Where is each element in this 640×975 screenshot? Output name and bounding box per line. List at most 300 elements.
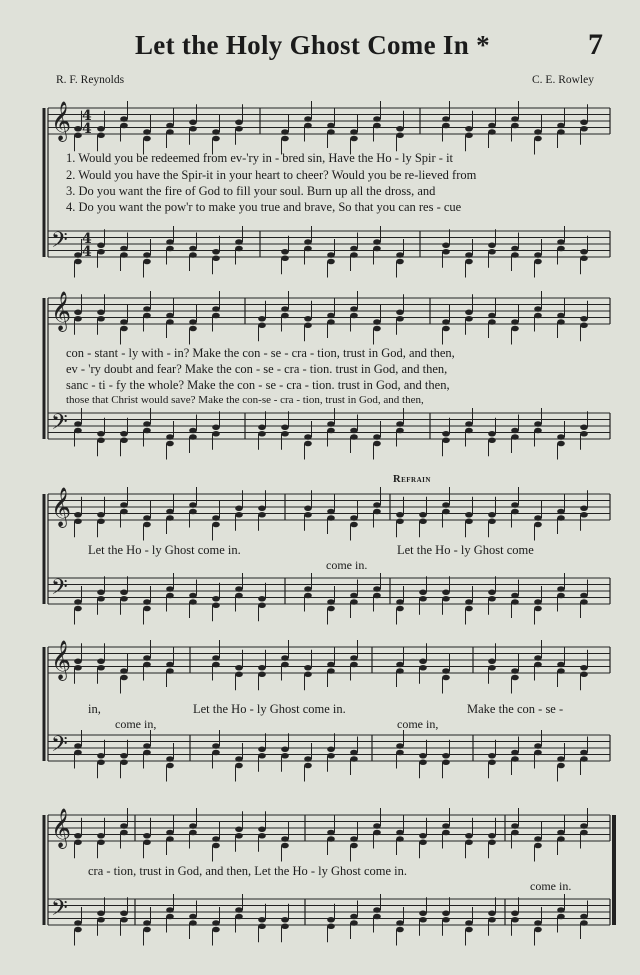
note-head [97, 665, 105, 671]
note-head [143, 743, 151, 749]
note-head [534, 920, 542, 926]
note-head [396, 316, 404, 322]
note-head [189, 593, 197, 599]
note-head [557, 129, 565, 135]
note-head [97, 126, 105, 132]
note-head [120, 596, 128, 602]
note-head [258, 512, 266, 518]
note-head [373, 246, 381, 252]
note-head [419, 839, 427, 845]
note-head [488, 759, 496, 765]
note-head [143, 606, 151, 612]
note-head [327, 917, 335, 923]
note-head [327, 252, 335, 258]
note-head [212, 249, 220, 255]
note-head [488, 910, 496, 916]
note-head [511, 502, 519, 508]
note-head [465, 309, 473, 315]
note-head [120, 675, 128, 681]
note-head [235, 763, 243, 769]
note-head [166, 319, 174, 325]
note-head [419, 753, 427, 759]
note-head [304, 246, 312, 252]
note-head [189, 914, 197, 920]
note-head [74, 518, 82, 524]
note-head [350, 515, 358, 521]
note-head [442, 910, 450, 916]
note-head [373, 907, 381, 913]
note-head [396, 750, 404, 756]
note-head [580, 119, 588, 125]
note-head [396, 252, 404, 258]
note-head [350, 252, 358, 258]
note-head [304, 441, 312, 447]
music-system-4 [0, 635, 640, 805]
note-head [534, 655, 542, 661]
note-head [419, 759, 427, 765]
note-head [557, 593, 565, 599]
note-head [74, 259, 82, 265]
note-head [212, 424, 220, 430]
note-head [212, 655, 220, 661]
note-head [488, 242, 496, 248]
note-head [350, 136, 358, 142]
note-head [212, 743, 220, 749]
echo-cue-1: come in, [115, 717, 157, 731]
note-head [442, 326, 450, 332]
note-head [327, 830, 335, 836]
note-head [143, 839, 151, 845]
note-head [189, 246, 197, 252]
note-head [465, 927, 473, 933]
note-head [396, 830, 404, 836]
note-head [97, 589, 105, 595]
note-head [120, 589, 128, 595]
note-head [120, 319, 128, 325]
note-head [465, 512, 473, 518]
note-head [373, 823, 381, 829]
note-head [580, 255, 588, 261]
time-signature-upper-top: 4 [82, 108, 92, 124]
note-head [258, 746, 266, 752]
note-head [143, 252, 151, 258]
note-head [166, 836, 174, 842]
note-head [350, 246, 358, 252]
verse-1-line: con - stant - ly with - in? Make the con - se - cra - tion, trust in God, and then, [66, 346, 455, 360]
note-head [511, 246, 519, 252]
note-head [534, 421, 542, 427]
note-head [557, 509, 565, 515]
note-head [396, 309, 404, 315]
note-head [212, 431, 220, 437]
note-head [488, 518, 496, 524]
note-head [534, 306, 542, 312]
note-head [235, 512, 243, 518]
note-head [557, 914, 565, 920]
note-head [235, 126, 243, 132]
note-head [373, 586, 381, 592]
note-head [327, 319, 335, 325]
note-head [442, 596, 450, 602]
note-head [281, 662, 289, 668]
note-head [166, 668, 174, 674]
note-head [235, 907, 243, 913]
note-head [235, 826, 243, 832]
note-head [442, 116, 450, 122]
note-head [396, 606, 404, 612]
note-head [97, 753, 105, 759]
note-head [396, 927, 404, 933]
note-head [74, 428, 82, 434]
note-head [97, 249, 105, 255]
note-head [511, 917, 519, 923]
note-head [97, 316, 105, 322]
note-head [442, 675, 450, 681]
note-head [327, 421, 335, 427]
note-head [327, 313, 335, 319]
note-head [557, 239, 565, 245]
note-head [258, 596, 266, 602]
grand-staff-4 [0, 635, 640, 805]
note-head [166, 586, 174, 592]
note-head [258, 316, 266, 322]
note-head [557, 830, 565, 836]
note-head [281, 655, 289, 661]
note-head [281, 249, 289, 255]
note-head [166, 907, 174, 913]
echo-cue: come in. [326, 558, 368, 572]
note-head [258, 665, 266, 671]
refrain-line-b: Let the Ho - ly Ghost come [397, 543, 534, 557]
note-head [488, 589, 496, 595]
note-head [143, 833, 151, 839]
note-head [580, 512, 588, 518]
note-head [511, 756, 519, 762]
note-head [442, 823, 450, 829]
note-head [120, 116, 128, 122]
treble-clef-icon: 𝄞 [51, 101, 72, 141]
bass-clef-icon: 𝄢 [51, 228, 68, 258]
note-head [373, 326, 381, 332]
note-head [327, 668, 335, 674]
verse-4-line: 4. Do you want the pow'r to make you true and brave, So that you can res - cue [66, 200, 462, 214]
note-head [488, 313, 496, 319]
note-head [189, 823, 197, 829]
hymn-header [0, 0, 640, 95]
note-head [166, 441, 174, 447]
note-head [327, 606, 335, 612]
note-head [442, 917, 450, 923]
note-head [189, 509, 197, 515]
note-head [74, 606, 82, 612]
note-head [396, 259, 404, 265]
note-head [143, 421, 151, 427]
note-head [235, 671, 243, 677]
verse-4-line: those that Christ would save? Make the con-se - cra - tion, trust in God, and then, [66, 394, 424, 406]
note-head [258, 826, 266, 832]
note-head [97, 309, 105, 315]
refrain-line: cra - tion, trust in God, and then, Let the Ho - ly Ghost come in. [88, 864, 408, 878]
note-head [557, 319, 565, 325]
refrain-line-c: Make the con - se - [467, 702, 564, 716]
note-head [465, 920, 473, 926]
note-head [580, 431, 588, 437]
note-head [327, 599, 335, 605]
note-head [419, 518, 427, 524]
note-head [534, 662, 542, 668]
note-head [212, 522, 220, 528]
note-head [534, 743, 542, 749]
note-head [189, 502, 197, 508]
note-head [97, 833, 105, 839]
note-head [373, 239, 381, 245]
note-head [235, 505, 243, 511]
note-head [120, 246, 128, 252]
bass-clef-icon: 𝄢 [51, 575, 68, 605]
note-head [534, 252, 542, 258]
note-head [235, 833, 243, 839]
note-head [74, 421, 82, 427]
note-head [511, 593, 519, 599]
note-head [534, 599, 542, 605]
note-head [74, 132, 82, 138]
note-head [143, 662, 151, 668]
note-head [166, 756, 174, 762]
note-head [442, 437, 450, 443]
note-head [97, 839, 105, 845]
note-head [120, 910, 128, 916]
note-head [143, 599, 151, 605]
refrain-line-a: Let the Ho - ly Ghost come in. [88, 543, 241, 557]
note-head [212, 313, 220, 319]
note-head [580, 671, 588, 677]
note-head [350, 836, 358, 842]
note-head [235, 914, 243, 920]
note-head [580, 599, 588, 605]
note-head [327, 746, 335, 752]
note-head [189, 434, 197, 440]
note-head [212, 255, 220, 261]
note-head [74, 126, 82, 132]
note-head [143, 428, 151, 434]
note-head [120, 668, 128, 674]
note-head [97, 759, 105, 765]
note-head [304, 116, 312, 122]
note-head [281, 923, 289, 929]
note-head [327, 923, 335, 929]
note-head [327, 753, 335, 759]
note-head [442, 830, 450, 836]
verse-2-line: 2. Would you have the Spir-it in your heart to cheer? Would you be re-lieved from [66, 168, 477, 182]
note-head [465, 428, 473, 434]
note-head [258, 431, 266, 437]
note-head [120, 252, 128, 258]
note-head [442, 668, 450, 674]
note-head [396, 920, 404, 926]
note-head [212, 602, 220, 608]
note-head [166, 246, 174, 252]
note-head [465, 518, 473, 524]
note-head [97, 242, 105, 248]
treble-clef-icon: 𝄞 [51, 487, 72, 527]
note-head [166, 593, 174, 599]
note-head [235, 593, 243, 599]
note-head [557, 123, 565, 129]
note-head [212, 750, 220, 756]
note-head [442, 431, 450, 437]
note-head [281, 753, 289, 759]
note-head [258, 753, 266, 759]
note-head [488, 123, 496, 129]
note-head [488, 249, 496, 255]
note-head [396, 512, 404, 518]
note-head [258, 505, 266, 511]
note-head [488, 319, 496, 325]
note-head [488, 512, 496, 518]
note-head [212, 596, 220, 602]
note-head [74, 927, 82, 933]
hymn-title: Let the Holy Ghost Come In * [135, 30, 490, 60]
note-head [580, 316, 588, 322]
note-head [488, 596, 496, 602]
note-head [580, 593, 588, 599]
note-head [327, 259, 335, 265]
note-head [557, 662, 565, 668]
note-head [143, 927, 151, 933]
note-head [74, 833, 82, 839]
note-head [419, 589, 427, 595]
note-head [488, 129, 496, 135]
note-head [488, 833, 496, 839]
note-head [143, 920, 151, 926]
note-head [74, 512, 82, 518]
note-head [580, 756, 588, 762]
note-head [465, 421, 473, 427]
note-head [350, 593, 358, 599]
note-head [189, 428, 197, 434]
note-head [258, 833, 266, 839]
note-head [373, 914, 381, 920]
time-signature-lower-top: 4 [82, 231, 92, 247]
note-head [166, 239, 174, 245]
note-head [465, 839, 473, 845]
note-head [212, 129, 220, 135]
note-head [327, 662, 335, 668]
note-head [166, 763, 174, 769]
note-head [281, 843, 289, 849]
note-head [166, 515, 174, 521]
note-head [281, 313, 289, 319]
note-head [281, 129, 289, 135]
note-head [465, 132, 473, 138]
note-head [304, 505, 312, 511]
time-signature-lower-bottom: 4 [82, 244, 92, 260]
note-head [304, 239, 312, 245]
note-head [235, 586, 243, 592]
note-head [580, 920, 588, 926]
note-head [488, 839, 496, 845]
note-head [281, 136, 289, 142]
note-head [281, 306, 289, 312]
note-head [534, 136, 542, 142]
note-head [442, 123, 450, 129]
note-head [350, 920, 358, 926]
note-head [534, 129, 542, 135]
note-head [396, 126, 404, 132]
music-system-5 [0, 805, 640, 975]
note-head [258, 917, 266, 923]
note-head [189, 119, 197, 125]
note-head [511, 750, 519, 756]
note-head [212, 515, 220, 521]
note-head [511, 823, 519, 829]
note-head [235, 665, 243, 671]
note-head [120, 823, 128, 829]
note-head [442, 509, 450, 515]
note-head [534, 836, 542, 842]
note-head [557, 763, 565, 769]
note-head [304, 756, 312, 762]
note-head [442, 759, 450, 765]
note-head [442, 589, 450, 595]
note-head [304, 434, 312, 440]
note-head [419, 910, 427, 916]
hymn-number: 7 [588, 28, 603, 61]
note-head [120, 917, 128, 923]
note-head [465, 316, 473, 322]
note-head [580, 505, 588, 511]
note-head [235, 239, 243, 245]
note-head [534, 313, 542, 319]
note-head [511, 326, 519, 332]
note-head [442, 502, 450, 508]
note-head [166, 830, 174, 836]
bass-clef-icon: 𝄢 [51, 732, 68, 762]
note-head [97, 132, 105, 138]
note-head [511, 252, 519, 258]
note-head [373, 434, 381, 440]
note-head [511, 116, 519, 122]
note-head [74, 839, 82, 845]
note-head [511, 830, 519, 836]
note-head [120, 830, 128, 836]
note-head [74, 599, 82, 605]
note-head [488, 437, 496, 443]
note-head [373, 319, 381, 325]
note-head [97, 518, 105, 524]
note-head [143, 522, 151, 528]
note-head [212, 920, 220, 926]
note-head [189, 126, 197, 132]
verse-3-line: 3. Do you want the fire of God to fill your soul. Burn up all the dross, and [66, 184, 436, 198]
note-head [143, 750, 151, 756]
note-head [350, 599, 358, 605]
note-head [212, 662, 220, 668]
echo-cue-2: come in, [397, 717, 439, 731]
note-head [557, 313, 565, 319]
note-head [511, 123, 519, 129]
note-head [120, 759, 128, 765]
bass-clef-icon: 𝄢 [51, 896, 68, 926]
note-head [97, 658, 105, 664]
note-head [189, 830, 197, 836]
note-head [189, 326, 197, 332]
note-head [304, 671, 312, 677]
note-head [580, 322, 588, 328]
note-head [511, 319, 519, 325]
note-head [97, 596, 105, 602]
note-head [511, 910, 519, 916]
